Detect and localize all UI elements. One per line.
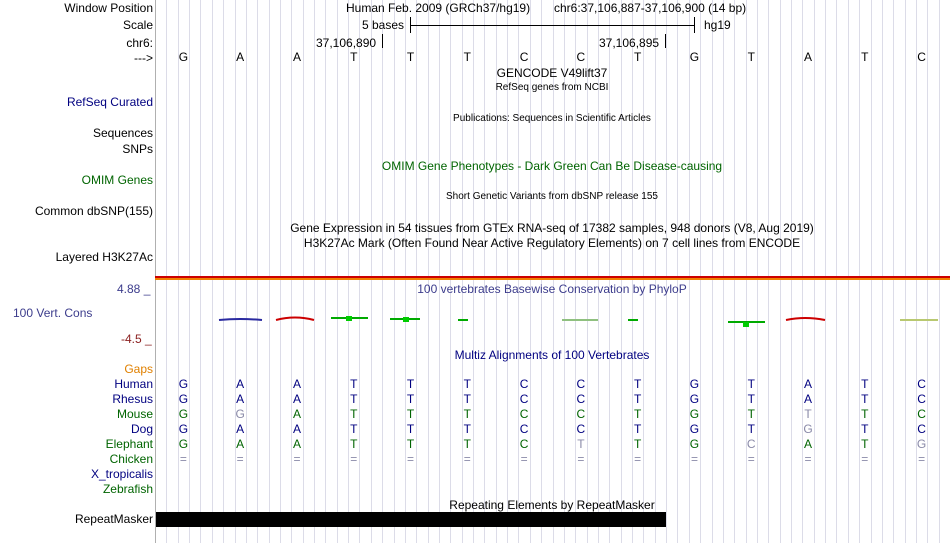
alignment-base: A (236, 422, 245, 436)
alignment-base: = (918, 452, 926, 466)
reference-base: C (917, 50, 926, 64)
repeatmasker-label[interactable]: RepeatMasker (74, 512, 153, 526)
alignment-base: C (519, 377, 529, 391)
species-label-x_tropicalis[interactable]: X_tropicalis (90, 467, 153, 481)
alignment-base: G (916, 437, 927, 451)
alignment-base: A (804, 377, 813, 391)
alignment-base: C (917, 392, 926, 406)
alignment-base: A (292, 437, 301, 451)
sequences-label[interactable]: Sequences (92, 126, 153, 140)
alignment-base: T (350, 392, 358, 406)
alignment-base: T (350, 407, 358, 421)
alignment-base: G (689, 437, 700, 451)
strand-toggle[interactable]: ---> (134, 51, 153, 65)
alignment-base: = (293, 452, 301, 466)
cons-peak (346, 316, 352, 321)
cons-peak (743, 322, 749, 327)
alignment-base: G (803, 422, 813, 436)
alignment-base: G (235, 407, 245, 421)
alignment-base: C (519, 437, 529, 451)
refseq-track-subtitle[interactable]: RefSeq genes from NCBI (495, 82, 609, 93)
alignment-base: T (463, 407, 471, 421)
alignment-base: G (178, 407, 189, 421)
alignment-base: G (178, 437, 189, 451)
alignment-base: C (917, 422, 926, 436)
cons-mark (276, 318, 314, 321)
alignment-base: T (350, 377, 358, 391)
alignment-base: T (747, 407, 755, 421)
alignment-base: C (917, 377, 926, 391)
coordinates-text: chr6:37,106,887-37,106,900 (14 bp) (554, 1, 747, 15)
alignment-base: C (576, 407, 586, 421)
ruler-tick-label: 37,106,890 (316, 36, 377, 50)
alignment-base: C (746, 437, 756, 451)
ruler-tick (665, 34, 666, 48)
phylop-signal (219, 316, 938, 327)
alignment-base: C (576, 392, 586, 406)
gtex-track-title[interactable]: Gene Expression in 54 tissues from GTEx RNA-seq of 17382 samples, 948 donors (V8, Aug 2019) (290, 221, 814, 235)
window-position-label: Window Position (64, 1, 153, 15)
species-label-zebrafish[interactable]: Zebrafish (102, 482, 153, 496)
alignment-base: = (577, 452, 585, 466)
cons-max-label: 4.88 _ (117, 282, 151, 296)
reference-base: G (689, 50, 700, 64)
species-label-rhesus[interactable]: Rhesus (112, 392, 153, 406)
alignment-base: C (519, 392, 529, 406)
species-label-elephant[interactable]: Elephant (105, 437, 153, 451)
alignment-base: A (804, 392, 813, 406)
species-label-human[interactable]: Human (114, 377, 153, 391)
alignment-base: = (861, 452, 869, 466)
h3k27ac-track-title[interactable]: H3K27Ac Mark (Often Found Near Active Regulatory Elements) on 7 cell lines from ENCODE (303, 236, 801, 250)
alignment-base: C (519, 422, 529, 436)
alignment-base: = (634, 452, 642, 466)
alignment-base: = (463, 452, 471, 466)
common-dbsnp-label[interactable]: Common dbSNP(155) (34, 204, 153, 218)
alignment-base: T (634, 407, 642, 421)
layered-h3k27ac-label[interactable]: Layered H3K27Ac (55, 250, 153, 264)
alignment-base: T (634, 392, 642, 406)
species-label-chicken[interactable]: Chicken (109, 452, 153, 466)
publications-track-title[interactable]: Publications: Sequences in Scientific Articles (453, 113, 651, 124)
alignment-base: = (236, 452, 244, 466)
alignment-base: T (406, 407, 415, 421)
alignment-base: T (747, 422, 755, 436)
alignment-base: T (463, 422, 471, 436)
reference-base: G (178, 50, 189, 64)
omim-track-title[interactable]: OMIM Gene Phenotypes - Dark Green Can Be Disease-causing (381, 159, 723, 173)
species-label-dog[interactable]: Dog (130, 422, 153, 436)
reference-base: A (236, 50, 245, 64)
alignment-base: = (747, 452, 755, 466)
reference-base: T (747, 50, 755, 64)
cons-mark (786, 318, 825, 320)
alignment-base: G (178, 377, 189, 391)
alignment-base: G (689, 377, 700, 391)
alignment-base: C (576, 377, 586, 391)
assembly-text: Human Feb. 2009 (GRCh37/hg19) (346, 1, 531, 15)
scale-bar (410, 17, 695, 33)
ruler-tick (382, 34, 383, 48)
reference-base: A (804, 50, 813, 64)
alignment-base: T (861, 377, 869, 391)
cons-mark (219, 319, 262, 320)
alignment-base: T (861, 407, 869, 421)
multiz-track-title[interactable]: Multiz Alignments of 100 Vertebrates (454, 348, 650, 362)
alignment-base: T (861, 437, 869, 451)
reference-base: T (634, 50, 642, 64)
vert-cons-label[interactable]: 100 Vert. Cons (13, 306, 93, 320)
alignment-base: A (236, 437, 245, 451)
snps-label[interactable]: SNPs (122, 142, 153, 156)
reference-base: T (861, 50, 869, 64)
alignment-base: = (804, 452, 812, 466)
reference-base: T (350, 50, 358, 64)
alignment-base: C (576, 422, 586, 436)
alignment-base: A (292, 392, 301, 406)
scale-assembly-text: hg19 (704, 18, 731, 32)
scale-size-text: 5 bases (362, 18, 405, 32)
reference-base: T (406, 50, 415, 64)
alignment-base: T (350, 422, 358, 436)
alignment-base: T (406, 392, 415, 406)
cons-peak (403, 317, 409, 322)
gaps-label[interactable]: Gaps (124, 362, 153, 376)
alignment-base: = (350, 452, 358, 466)
alignment-base: A (292, 407, 301, 421)
alignment-base: G (689, 422, 700, 436)
alignment-base: T (861, 392, 869, 406)
cons-min-label: -4.5 _ (121, 332, 152, 346)
alignment-base: T (634, 377, 642, 391)
phylop-track-title[interactable]: 100 vertebrates Basewise Conservation by PhyloP (417, 282, 687, 296)
reference-base: A (292, 50, 301, 64)
alignment-base: = (179, 452, 187, 466)
alignment-base: T (577, 437, 585, 451)
alignment-base: G (178, 422, 189, 436)
alignment-base: T (350, 437, 358, 451)
alignment-base: T (634, 437, 642, 451)
chr-label: chr6: (126, 36, 153, 50)
alignment-base: G (689, 407, 700, 421)
alignment-base: T (463, 392, 471, 406)
alignment-base: T (747, 392, 755, 406)
alignment-base: T (804, 407, 812, 421)
refseq-curated-label[interactable]: RefSeq Curated (66, 95, 153, 109)
alignment-base: = (520, 452, 528, 466)
reference-base: C (519, 50, 529, 64)
alignment-base: C (519, 407, 529, 421)
reference-base: T (463, 50, 471, 64)
reference-base: C (576, 50, 586, 64)
alignment-base: T (406, 377, 415, 391)
alignment-base: G (178, 392, 189, 406)
alignment-base: T (463, 437, 471, 451)
alignment-base: T (406, 437, 415, 451)
omim-genes-label[interactable]: OMIM Genes (81, 173, 153, 187)
alignment-base: C (917, 407, 926, 421)
alignment-base: T (406, 422, 415, 436)
alignment-base: = (690, 452, 698, 466)
repeatmasker-track-title[interactable]: Repeating Elements by RepeatMasker (449, 498, 655, 512)
alignment-base: T (463, 377, 471, 391)
dbsnp-track-title[interactable]: Short Genetic Variants from dbSNP release 155 (446, 191, 658, 202)
alignment-base: T (861, 422, 869, 436)
species-label-mouse[interactable]: Mouse (116, 407, 153, 421)
alignment-base: A (236, 377, 245, 391)
alignment-base: = (407, 452, 415, 466)
alignment-base: A (292, 422, 301, 436)
repeat-element-bar[interactable] (156, 512, 666, 527)
alignment-base: A (236, 392, 245, 406)
alignment-base: G (689, 392, 700, 406)
h3k27ac-signal-line (155, 278, 950, 280)
alignment-base: T (747, 377, 755, 391)
alignment-base: A (804, 437, 813, 451)
alignment-base: T (634, 422, 642, 436)
gencode-track-title[interactable]: GENCODE V49lift37 (496, 66, 608, 80)
ruler-tick-label: 37,106,895 (599, 36, 660, 50)
scale-label: Scale (122, 18, 153, 32)
alignment-base: A (292, 377, 301, 391)
